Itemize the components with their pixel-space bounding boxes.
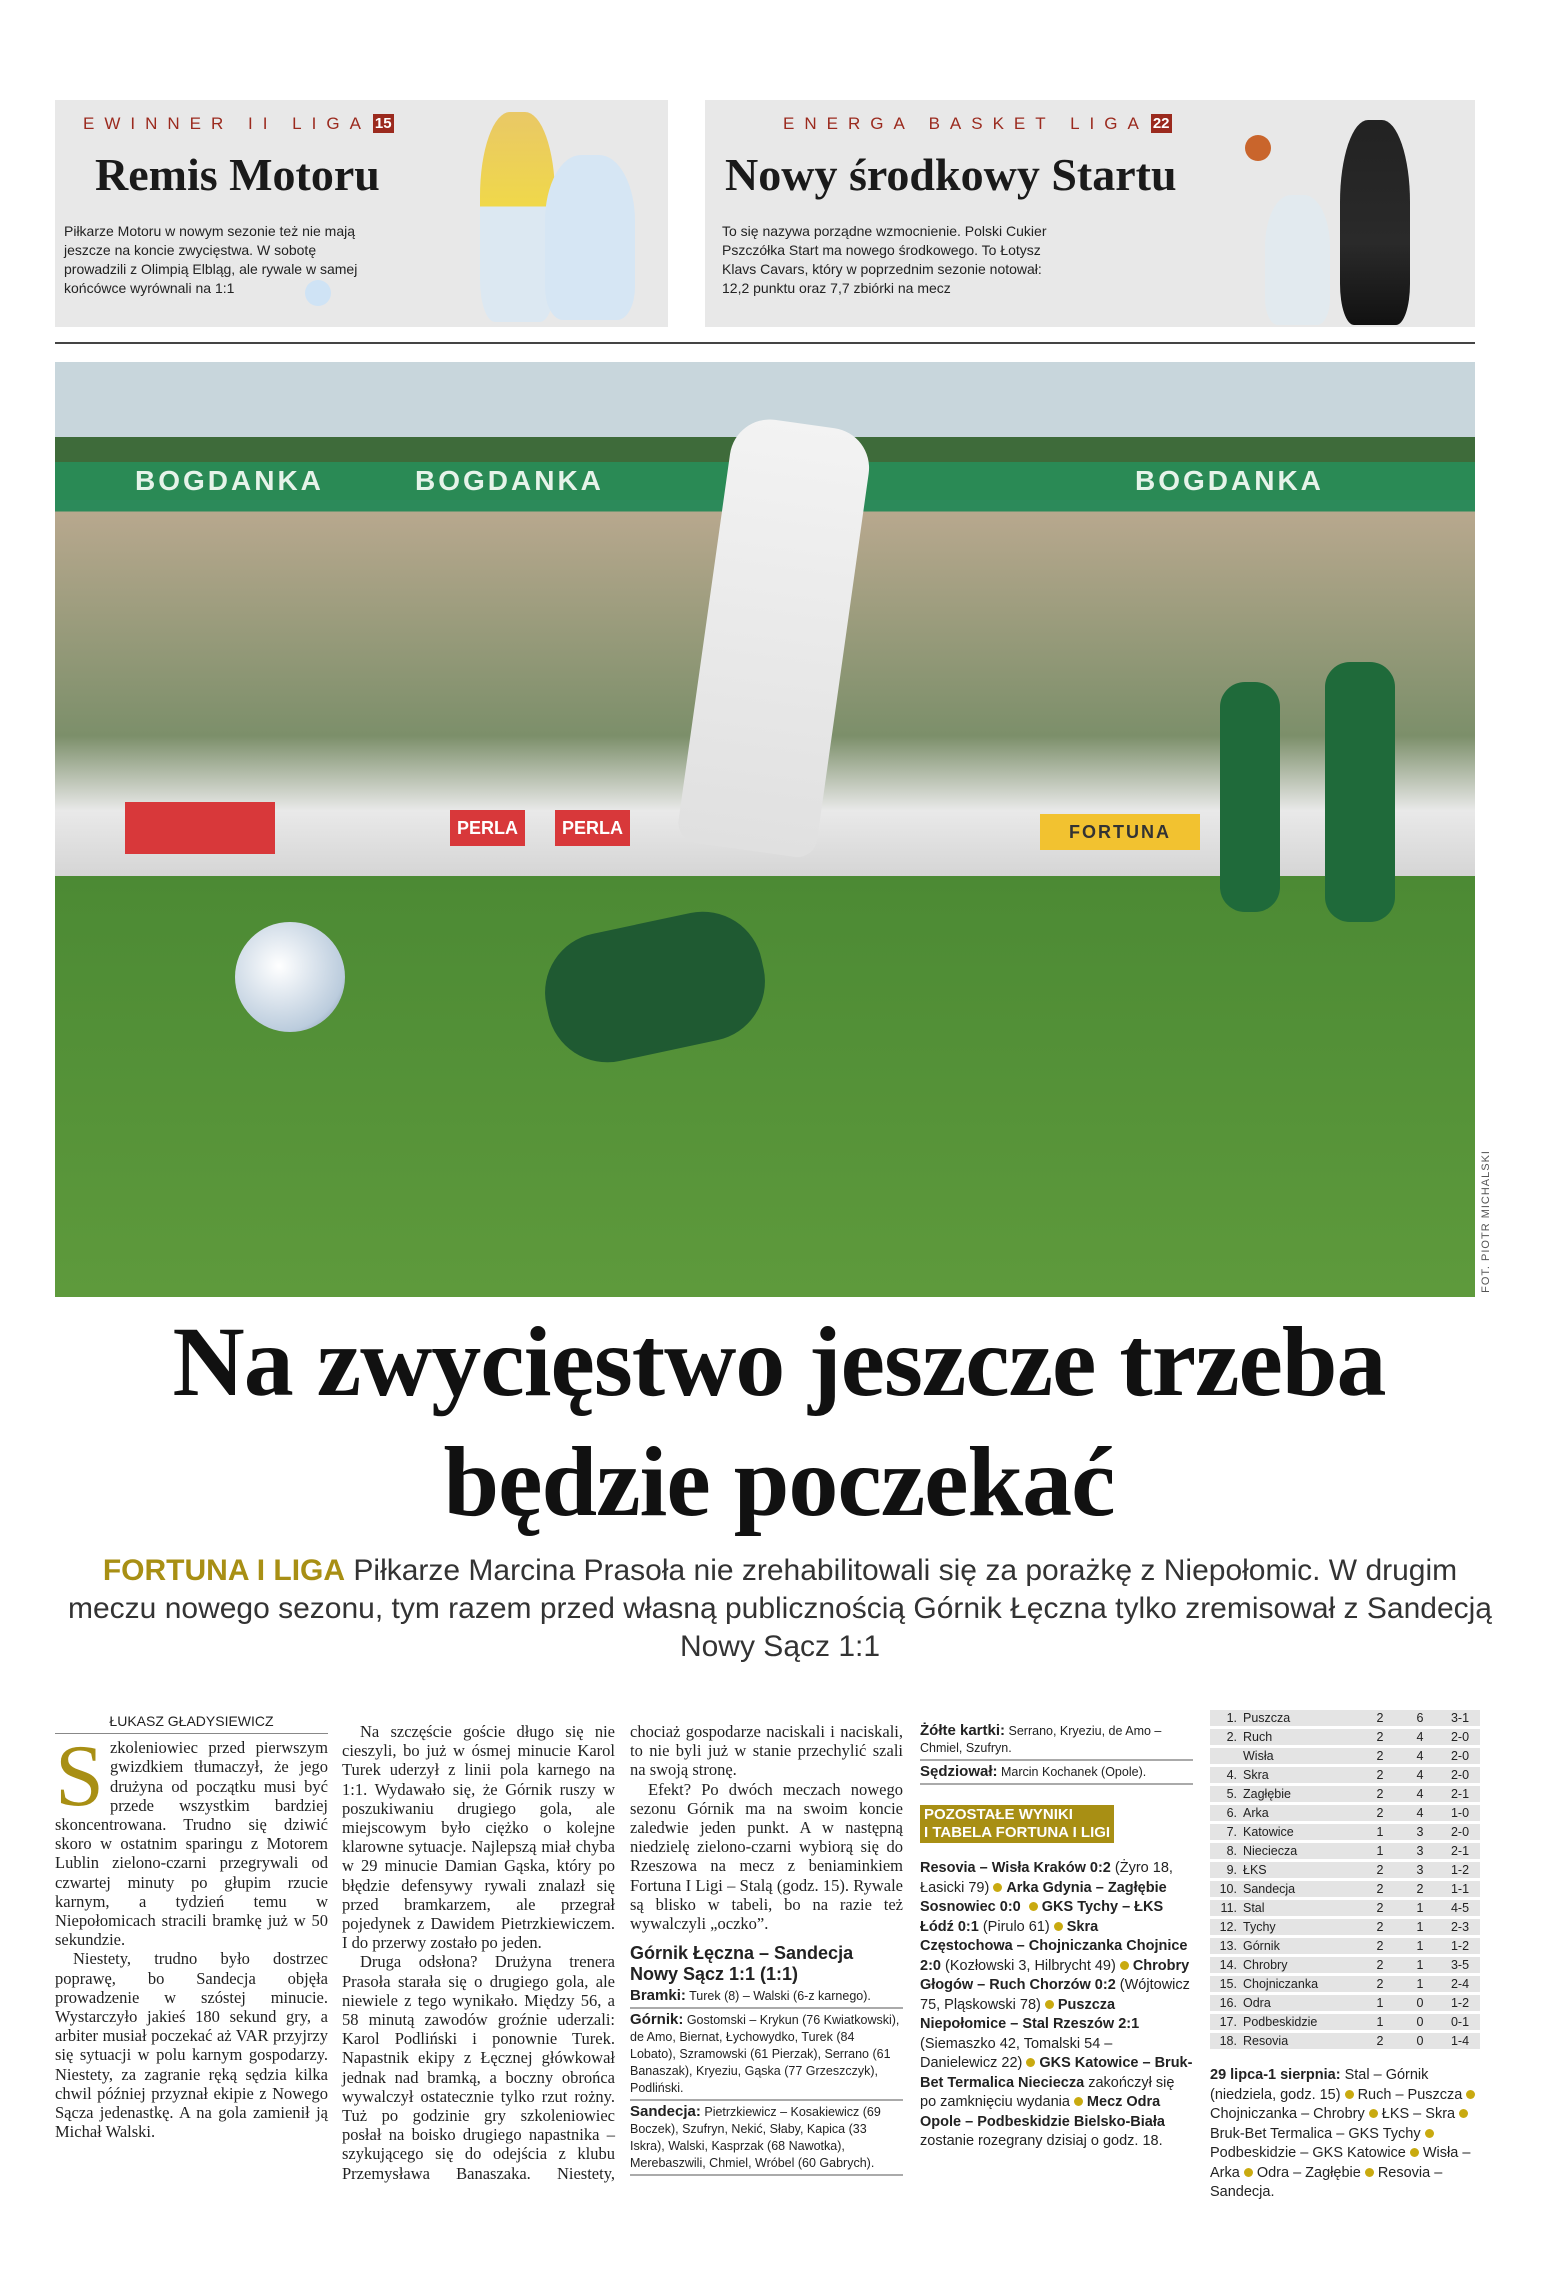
bullet-icon xyxy=(1410,2148,1419,2157)
position-cell: 18. xyxy=(1210,2033,1240,2049)
player-green-kit xyxy=(1220,682,1280,912)
next-fixtures xyxy=(1210,2066,1482,2203)
bullet-icon xyxy=(1244,2168,1253,2177)
team-cell: Skra xyxy=(1240,1767,1360,1783)
result-detail: zostanie rozegrany dzisiaj o godz. 18. xyxy=(920,2133,1163,2149)
goals-cell: 2-3 xyxy=(1440,1919,1480,1935)
games-cell: 1 xyxy=(1360,1824,1400,1840)
drop-cap: S xyxy=(55,1728,104,1826)
fixtures-label: 29 lipca-1 sierpnia: xyxy=(1210,2067,1341,2083)
page-badge: 15 xyxy=(374,115,392,132)
article-headline: Na zwycięstwo jeszcze trzeba będzie poczekać xyxy=(172,1306,1386,1537)
team-cell: Sandecja xyxy=(1240,1881,1360,1897)
goals-cell: 0-1 xyxy=(1440,2014,1480,2030)
points-cell: 4 xyxy=(1400,1805,1440,1821)
result-match: GKS Katowice – Bruk-Bet Termalica Nieciecza xyxy=(920,2055,1193,2091)
team-cell: Nieciecza xyxy=(1240,1843,1360,1859)
fixture: ŁKS – Skra xyxy=(1381,2106,1456,2122)
bullet-icon xyxy=(1345,2090,1354,2099)
result-detail: zakończył się po zamknięciu wydania xyxy=(920,2074,1175,2110)
fixture: Bruk-Bet Termalica – GKS Tychy xyxy=(1210,2125,1421,2142)
games-cell: 2 xyxy=(1360,1957,1400,1973)
fixture: Resovia – Sandecja. xyxy=(1210,2164,1443,2200)
result-match: Skra Częstochowa – Chojniczanka Chojnice 2:0 xyxy=(920,1918,1188,1974)
position-cell: 12. xyxy=(1210,1919,1240,1935)
table-row xyxy=(1210,1881,1480,1897)
player-photo xyxy=(545,155,635,320)
paragraph: Druga odsłona? Drużyna trenera Prasoła starała się o drugiego gola, ale niewiele z tego wynikało. Między 56, a 58 minutą zawodów groźnie uderzali: Karol Podliński i ponownie Turek. Napastnik ekipy z Łęcznej główkował jednak nad bramką, a boczny obrońca wywalczył ostatecznie tylko rzut rożny. Tuż po godzinie gry szkoleniowiec posłał na boisko drugiego napastnika – szykującego się do odejścia z klubu Przemysława Banaszaka. Niestety, chociaż gospodarze naciskali i naciskali, to nie byli już w stanie przechylić szali na swoją stronę. xyxy=(342,1722,903,2183)
goals-cell: 2-0 xyxy=(1440,1748,1480,1764)
result-detail: (Pirulo 61) xyxy=(982,1918,1050,1935)
games-cell: 1 xyxy=(1360,2014,1400,2030)
goals-cell: 3-5 xyxy=(1440,1957,1480,1973)
bullet-icon xyxy=(1369,2109,1378,2118)
goals-cell: 2-1 xyxy=(1440,1843,1480,1859)
fixture: Wisła – Arka xyxy=(1210,2145,1471,2181)
player-photo xyxy=(1265,195,1330,325)
ad-board: PERLA xyxy=(555,810,630,846)
position-cell: 15. xyxy=(1210,1976,1240,1992)
teaser-remis-motoru[interactable] xyxy=(55,100,668,327)
table-row xyxy=(1210,1805,1480,1821)
points-cell: 1 xyxy=(1400,1938,1440,1954)
points-cell: 1 xyxy=(1400,1957,1440,1973)
paragraph: Efekt? Po dwóch meczach nowego sezonu Górnik ma na swoim koncie zaledwie jeden punkt. A w następną niedzielę zielono-czarni wybiorą się do Rzeszowa na mecz z beniaminkiem Fortuna I Ligi – Stalą (godz. 15). Rywale są blisko w tabeli, bo na razie też wywalczyli „oczko”. xyxy=(630,1779,903,1934)
banner-text: BOGDANKA xyxy=(135,465,324,496)
games-cell: 1 xyxy=(1360,1843,1400,1859)
goals-cell: 1-0 xyxy=(1440,1805,1480,1821)
games-cell: 2 xyxy=(1360,1710,1400,1726)
page-badge: 22 xyxy=(1152,115,1170,132)
paragraph: zkoleniowiec przed pierwszym gwizdkiem tłumaczył, że jego drużyna od początku musi być przede wszystkim bardziej skoncentrowana. Trudno się dziwić skoro w ostatnim sparingu z Motorem Lublin zielono-czarni przegrywali od czwartej minuty po głupim rzucie karnym, a tydzień temu w Niepołomicach stracili bramkę już w 50 sekundzie. xyxy=(55,1738,328,1950)
points-cell: 2 xyxy=(1400,1881,1440,1897)
games-cell: 1 xyxy=(1360,1995,1400,2011)
games-cell: 2 xyxy=(1360,1919,1400,1935)
points-cell: 1 xyxy=(1400,1900,1440,1916)
result-match: Puszcza Niepołomice – Stal Rzeszów 2:1 xyxy=(920,1996,1140,2032)
team-cell: Wisła xyxy=(1240,1748,1360,1764)
goals-cell: 1-1 xyxy=(1440,1881,1480,1897)
paragraph: Niestety, trudno było dostrzec poprawę, bo Sandecja objęła prowadzenie w szóstej minucie. Wystarczyło jakieś 180 sekund gry, a arbiter musiał poczekać aż VAR przyjrzy się sytuacji w polu karnym gospodarzy. Niestety, za zagranie ręką sędzia kilka chwil później przyznał ekipie z Nowego Sącza jedenastkę. A na gola zamienił ją Michał Walski. xyxy=(55,1949,328,2142)
points-cell: 1 xyxy=(1400,1976,1440,1992)
games-cell: 2 xyxy=(1360,1976,1400,1992)
points-cell: 4 xyxy=(1400,1729,1440,1745)
fixture: Stal – Górnik (niedziela, godz. 15) xyxy=(1210,2067,1429,2103)
bullet-icon xyxy=(1459,2109,1468,2118)
player-photo xyxy=(1340,120,1410,325)
table-row xyxy=(1210,1900,1480,1916)
bullet-icon xyxy=(1026,2058,1035,2067)
photo-credit: FOT. PIOTR MICHALSKI xyxy=(1480,1150,1492,1293)
bullet-icon xyxy=(1054,1922,1063,1931)
player-green-kit xyxy=(1325,662,1395,922)
byline: ŁUKASZ GŁADYSIEWICZ xyxy=(55,1712,328,1734)
table-row xyxy=(1210,1957,1480,1973)
team-cell: Tychy xyxy=(1240,1919,1360,1935)
fixture: Odra – Zagłębie xyxy=(1256,2164,1361,2181)
table-row xyxy=(1210,1919,1480,1935)
ad-board: FORTUNA xyxy=(1040,814,1200,850)
points-cell: 4 xyxy=(1400,1786,1440,1802)
result-match: GKS Tychy – ŁKS Łódź 0:1 xyxy=(920,1899,1164,1935)
section-divider xyxy=(55,342,1475,344)
games-cell: 2 xyxy=(1360,1900,1400,1916)
match-info-sandecja: Sandecja: Pietrzkiewicz – Kosakiewicz (69 Boczek), Szufryn, Nekić, Słaby, Kapica (33 Iskra), Walski, Kasprzak (68 Nawotka), Merebaszwili, Chmiel, Wróbel (60 Gabrych). xyxy=(630,2101,903,2176)
goals-cell: 4-5 xyxy=(1440,1900,1480,1916)
goals-cell: 1-2 xyxy=(1440,1862,1480,1878)
position-cell: 10. xyxy=(1210,1881,1240,1897)
fixture: Podbeskidzie – GKS Katowice xyxy=(1210,2145,1406,2161)
games-cell: 2 xyxy=(1360,2033,1400,2049)
goals-cell: 2-1 xyxy=(1440,1786,1480,1802)
teaser-title: Nowy środkowy Startu xyxy=(725,149,1177,200)
goals-cell: 2-0 xyxy=(1440,1767,1480,1783)
table-row xyxy=(1210,1938,1480,1954)
games-cell: 2 xyxy=(1360,1881,1400,1897)
position-cell xyxy=(1210,1748,1240,1764)
points-cell: 1 xyxy=(1400,1919,1440,1935)
table-row xyxy=(1210,1862,1480,1878)
bullet-icon xyxy=(1029,1902,1038,1911)
position-cell: 8. xyxy=(1210,1843,1240,1859)
table-row xyxy=(1210,1824,1480,1840)
points-cell: 6 xyxy=(1400,1710,1440,1726)
games-cell: 2 xyxy=(1360,1786,1400,1802)
league-table xyxy=(1210,1707,1480,2052)
results-column xyxy=(920,1720,1193,2152)
games-cell: 2 xyxy=(1360,1938,1400,1954)
article-columns-2-3 xyxy=(342,1722,903,2183)
bullet-icon xyxy=(1074,2097,1083,2106)
result-match: Mecz Odra Opole – Podbeskidzie Bielsko-Biała xyxy=(920,2094,1165,2130)
points-cell: 0 xyxy=(1400,2033,1440,2049)
position-cell: 11. xyxy=(1210,1900,1240,1916)
goals-cell: 2-4 xyxy=(1440,1976,1480,1992)
team-cell: Puszcza xyxy=(1240,1710,1360,1726)
position-cell: 13. xyxy=(1210,1938,1240,1954)
teaser-nowy-srodkowy[interactable] xyxy=(705,100,1475,327)
match-info-goals: Bramki: Turek (8) – Walski (6-z karnego). xyxy=(630,1985,903,2009)
bullet-icon xyxy=(993,1883,1002,1892)
results-tag: POZOSTAŁE WYNIKI I TABELA FORTUNA I LIGI xyxy=(920,1805,1114,1843)
table-row xyxy=(1210,1710,1480,1726)
position-cell: 1. xyxy=(1210,1710,1240,1726)
position-cell: 6. xyxy=(1210,1805,1240,1821)
position-cell: 14. xyxy=(1210,1957,1240,1973)
ball-icon xyxy=(235,922,345,1032)
team-cell: Resovia xyxy=(1240,2033,1360,2049)
bullet-icon xyxy=(1045,2000,1054,2009)
article-column-1 xyxy=(55,1712,328,2141)
table-row xyxy=(1210,1843,1480,1859)
team-cell: Zagłębie xyxy=(1240,1786,1360,1802)
position-cell: 17. xyxy=(1210,2014,1240,2030)
position-cell: 4. xyxy=(1210,1767,1240,1783)
result-detail: (Kozłowski 3, Hilbrycht 49) xyxy=(945,1957,1116,1974)
table-row xyxy=(1210,1767,1480,1783)
points-cell: 0 xyxy=(1400,2014,1440,2030)
match-title: Górnik Łęczna – Sandecja Nowy Sącz 1:1 (1:1) xyxy=(630,1943,854,1985)
fixture: Chojniczanka – Chrobry xyxy=(1210,2106,1365,2122)
team-cell: Odra xyxy=(1240,1995,1360,2011)
team-cell: Chrobry xyxy=(1240,1957,1360,1973)
teaser-lead: To się nazywa porządne wzmocnienie. Polski Cukier Pszczółka Start ma nowego środkowego. To Łotysz Klavs Cavars, który w poprzednim sezonie notował: 12,2 punktu oraz 7,7 zbiórki na mecz xyxy=(722,223,1047,296)
bullet-icon xyxy=(1120,1961,1129,1970)
team-cell: Katowice xyxy=(1240,1824,1360,1840)
goals-cell: 3-1 xyxy=(1440,1710,1480,1726)
points-cell: 3 xyxy=(1400,1843,1440,1859)
banner-text: BOGDANKA xyxy=(415,465,604,496)
position-cell: 7. xyxy=(1210,1824,1240,1840)
table-row xyxy=(1210,2014,1480,2030)
bullet-icon xyxy=(1365,2168,1374,2177)
result-detail: (Żyro 18, Łasicki 79) xyxy=(920,1860,1173,1896)
goals-cell: 2-0 xyxy=(1440,1729,1480,1745)
other-results xyxy=(920,1859,1193,2152)
games-cell: 2 xyxy=(1360,1767,1400,1783)
main-photo xyxy=(55,362,1475,1297)
section-label: FORTUNA I LIGA xyxy=(102,1554,346,1587)
games-cell: 2 xyxy=(1360,1748,1400,1764)
points-cell: 3 xyxy=(1400,1824,1440,1840)
points-cell: 4 xyxy=(1400,1748,1440,1764)
team-cell: Górnik xyxy=(1240,1938,1360,1954)
article-dek: FORTUNA I LIGA Piłkarze Marcina Prasoła nie zrehabilitowali się za porażkę z Niepołomic. W drugim meczu nowego sezonu, tym razem przed własną publicznością Górnik Łęczna tylko zremisował z Sandecją Nowy Sącz 1:1 xyxy=(68,1554,1492,1663)
table-row xyxy=(1210,2033,1480,2049)
table-row xyxy=(1210,1976,1480,1992)
basketball-icon xyxy=(1245,135,1271,161)
ad-board xyxy=(125,802,275,854)
result-detail: (Wójtowicz 75, Pląskowski 78) xyxy=(920,1977,1190,2013)
banner-text: BOGDANKA xyxy=(1135,465,1324,496)
goals-cell: 1-2 xyxy=(1440,1938,1480,1954)
points-cell: 0 xyxy=(1400,1995,1440,2011)
position-cell: 5. xyxy=(1210,1786,1240,1802)
position-cell: 2. xyxy=(1210,1729,1240,1745)
result-match: Chrobry Głogów – Ruch Chorzów 0:2 xyxy=(920,1957,1190,1993)
ad-board: PERLA xyxy=(450,810,525,846)
match-info-gornik: Górnik: Gostomski – Krykun (76 Kwiatkowski), de Amo, Biernat, Łychowydko, Turek (84 Lobato), Szramowski (61 Pierzak), Serrano (61 Banaszak), Kryeziu, Gąska (77 Grzeszczyk), Podliński. xyxy=(630,2009,903,2101)
team-cell: Podbeskidzie xyxy=(1240,2014,1360,2030)
goals-cell: 2-0 xyxy=(1440,1824,1480,1840)
team-cell: Chojniczanka xyxy=(1240,1976,1360,1992)
points-cell: 4 xyxy=(1400,1767,1440,1783)
teaser-lead: Piłkarze Motoru w nowym sezonie też nie mają jeszcze na koncie zwycięstwa. W sobotę prowadzili z Olimpią Elbląg, ale rywale w samej końcówce wyrównali na 1:1 xyxy=(64,223,358,296)
position-cell: 16. xyxy=(1210,1995,1240,2011)
player-photo xyxy=(480,112,555,322)
result-match: Arka Gdynia – Zagłębie Sosnowiec 0:0 xyxy=(920,1879,1167,1915)
team-cell: Arka xyxy=(1240,1805,1360,1821)
teaser-kicker: EWINNER II LIGA 15 xyxy=(83,114,392,133)
bullet-icon xyxy=(1466,2090,1475,2099)
games-cell: 2 xyxy=(1360,1805,1400,1821)
match-info-cards: Żółte kartki: Serrano, Kryeziu, de Amo – Chmiel, Szufryn. xyxy=(920,1720,1193,1761)
paragraph: Na szczęście goście długo się nie cieszyli, bo już w ósmej minucie Karol Turek uderzył z linii pola karnego na 1:1. Wydawało się, że Górnik ruszy w poszukiwaniu drugiego gola, ale miejscowym było ciężko o kolejne klarowne sytuacje. Najlepszą miał chyba w 29 minucie Damian Gąska, który po błędzie defensywy rywali znalazł się przed bramkarzem, ale przegrał pojedynek z Dawidem Pietrzkiewiczem. I do przerwy zostało po jeden. xyxy=(342,1722,615,1953)
goals-cell: 1-4 xyxy=(1440,2033,1480,2049)
result-match: Resovia – Wisła Kraków 0:2 xyxy=(920,1860,1111,1876)
table-row xyxy=(1210,1995,1480,2011)
bullet-icon xyxy=(1425,2129,1434,2138)
fixture: Ruch – Puszcza xyxy=(1357,2086,1463,2103)
player-green-kit xyxy=(534,901,776,1074)
team-cell: ŁKS xyxy=(1240,1862,1360,1878)
teaser-kicker: ENERGA BASKET LIGA 22 xyxy=(783,114,1170,133)
team-cell: Ruch xyxy=(1240,1729,1360,1745)
team-cell: Stal xyxy=(1240,1900,1360,1916)
games-cell: 2 xyxy=(1360,1729,1400,1745)
teaser-title: Remis Motoru xyxy=(95,149,380,200)
table-row xyxy=(1210,1748,1480,1764)
match-info-referee: Sędziował: Marcin Kochanek (Opole). xyxy=(920,1761,1193,1785)
position-cell: 9. xyxy=(1210,1862,1240,1878)
result-detail: (Siemaszko 42, Tomalski 54 – Danielewicz 22) xyxy=(920,2035,1113,2071)
points-cell: 3 xyxy=(1400,1862,1440,1878)
goals-cell: 1-2 xyxy=(1440,1995,1480,2011)
table-row xyxy=(1210,1786,1480,1802)
table-row xyxy=(1210,1729,1480,1745)
standings-column xyxy=(1210,1710,1482,2203)
games-cell: 2 xyxy=(1360,1862,1400,1878)
